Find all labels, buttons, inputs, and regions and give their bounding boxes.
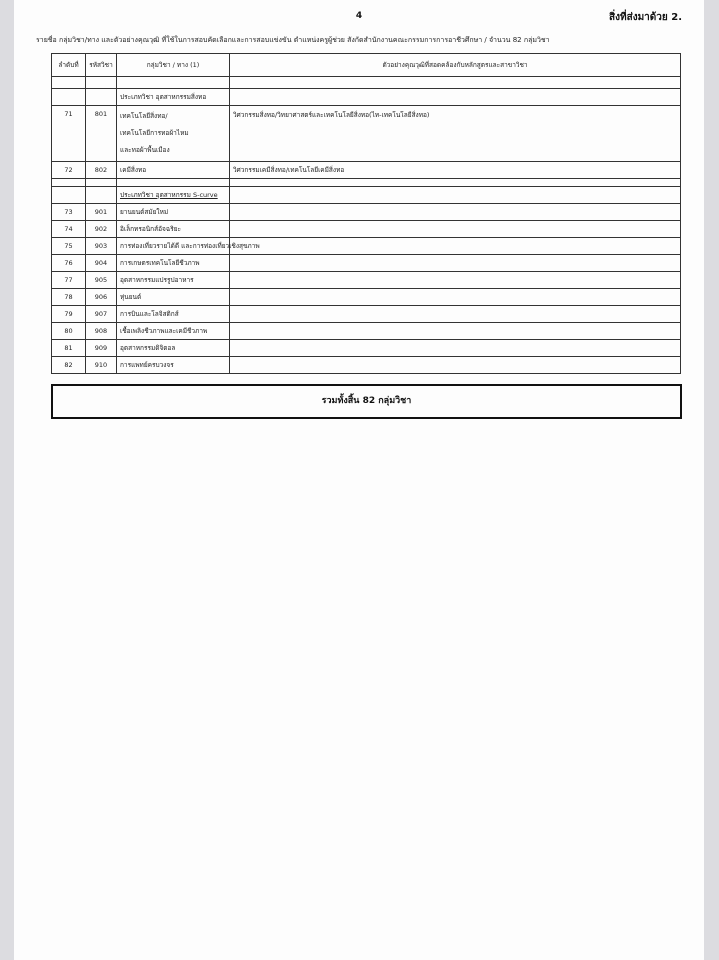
section-row-scurve xyxy=(52,187,681,204)
header-code: รหัสวิชา xyxy=(86,54,117,77)
attachment-label: สิ่งที่ส่งมาด้วย 2. xyxy=(609,12,682,23)
header-group: กลุ่มวิชา / ทาง (1) xyxy=(117,54,230,77)
table-row: 74 902 อิเล็กทรอนิกส์อัจฉริยะ xyxy=(52,221,681,238)
document-caption: รายชื่อ กลุ่มวิชา/ทาง และตัวอย่างคุณวุฒิ ที่ใช้ในการสอบคัดเลือกและการสอบแข่งขัน ตำแหน่งครูผู้ช่วย สังกัดสำนักงานคณะกรรมการการอาชีวศึกษา / จำนวน 82 กลุ่มวิชา xyxy=(36,36,550,44)
spacer-row xyxy=(52,77,681,89)
total-summary-box: รวมทั้งสิ้น 82 กลุ่มวิชา xyxy=(51,384,682,419)
table-row: 72 802 เคมีสิ่งทอ วิศวกรรมเคมีสิ่งทอ/เทคโนโลยีเคมีสิ่งทอ xyxy=(52,162,681,179)
spacer-row xyxy=(52,179,681,187)
table-row: 79 907 การบินและโลจิสติกส์ xyxy=(52,306,681,323)
header-qualification: ตัวอย่างคุณวุฒิที่สอดคล้องกับหลักสูตรและสาขาวิชา xyxy=(230,54,681,77)
table-header-row xyxy=(52,54,681,77)
table-row: 82 910 การแพทย์ครบวงจร xyxy=(52,357,681,374)
table-row: 80 908 เชื้อเพลิงชีวภาพและเคมีชีวภาพ xyxy=(52,323,681,340)
qualification-cell: วิศวกรรมเคมีสิ่งทอ/เทคโนโลยีเคมีสิ่งทอ xyxy=(230,162,681,179)
document-page xyxy=(14,0,704,960)
section-row-textile xyxy=(52,89,681,106)
table-row: 77 905 อุตสาหกรรมแปรรูปอาหาร xyxy=(52,272,681,289)
section-title: ประเภทวิชา อุตสาหกรรม S-curve xyxy=(117,187,230,204)
qualification-cell: วิศวกรรมสิ่งทอ/วิทยาศาสตร์และเทคโนโลยีสิ่งทอ(ไท-เทคโนโลยีสิ่งทอ) xyxy=(230,106,681,162)
table-row: 75 903 การท่องเที่ยวรายได้ดี และการท่องเที่ยวเชิงสุขภาพ xyxy=(52,238,681,255)
table-row: 71 801 เทคโนโลยีสิ่งทอ/ เทคโนโลยีการทอผ้าไหม และทอผ้าพื้นเมือง วิศวกรรมสิ่งทอ/วิทยาศาสตร์และเทคโนโลยีสิ่งทอ(ไท-เทคโนโลยีสิ่งทอ) xyxy=(52,106,681,162)
table-row: 81 909 อุตสาหกรรมดิจิตอล xyxy=(52,340,681,357)
section-title: ประเภทวิชา อุตสาหกรรมสิ่งทอ xyxy=(117,89,230,106)
table-row: 78 906 หุ่นยนต์ xyxy=(52,289,681,306)
header-order: ลำดับที่ xyxy=(52,54,86,77)
table-row: 76 904 การเกษตรเทคโนโลยีชีวภาพ xyxy=(52,255,681,272)
subject-group-table xyxy=(51,53,681,374)
group-cell: เทคโนโลยีสิ่งทอ/ เทคโนโลยีการทอผ้าไหม และทอผ้าพื้นเมือง xyxy=(117,106,230,162)
page-number: 4 xyxy=(355,11,363,21)
table-row: 73 901 ยานยนต์สมัยใหม่ xyxy=(52,204,681,221)
